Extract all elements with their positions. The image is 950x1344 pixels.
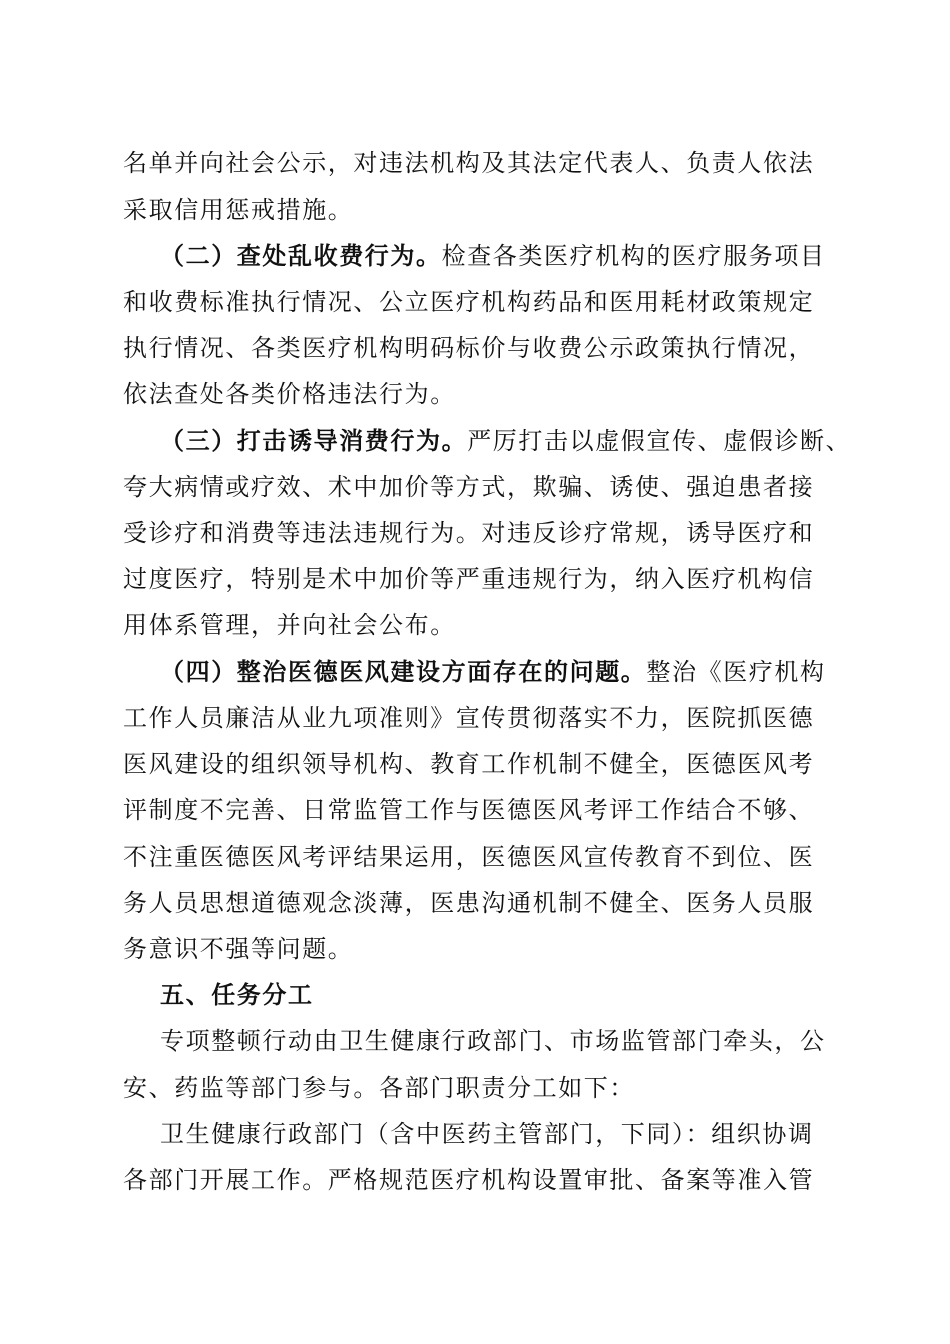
text-line xyxy=(123,883,843,923)
line-text: 卫生健康行政部门（含中医药主管部门，下同）：组织协调 xyxy=(160,1120,814,1148)
section-item-2-line xyxy=(160,236,843,276)
section-heading xyxy=(160,975,843,1015)
line-text: 用体系管理，并向社会公布。 xyxy=(123,611,456,639)
line-text: 工作人员廉洁从业九项准则》宣传贯彻落实不力，医院抓医德 xyxy=(123,704,815,732)
line-text: 采取信用惩戒措施。 xyxy=(123,196,354,224)
line-text: 和收费标准执行情况、公立医疗机构药品和医用耗材政策规定 xyxy=(123,288,815,316)
line-text: 执行情况、各类医疗机构明码标价与收费公示政策执行情况， xyxy=(123,334,815,362)
line-text: 务人员思想道德观念淡薄，医患沟通机制不健全、医务人员服 xyxy=(123,889,815,917)
text-line xyxy=(123,513,843,553)
text-line xyxy=(123,1160,843,1200)
section-item-title: （四）整治医德医风建设方面存在的问题。 xyxy=(160,658,647,686)
text-line xyxy=(123,837,843,877)
line-text: 过度医疗，特别是术中加价等严重违规行为，纳入医疗机构信 xyxy=(123,565,815,593)
text-line xyxy=(123,328,843,368)
text-line xyxy=(123,190,843,230)
line-text: 安、药监等部门参与。各部门职责分工如下： xyxy=(123,1074,635,1102)
text-line xyxy=(123,467,843,507)
text-line xyxy=(123,605,843,645)
text-line xyxy=(123,698,843,738)
section-item-title: （三）打击诱导消费行为。 xyxy=(160,427,468,455)
text-line xyxy=(123,374,843,414)
line-text: 名单并向社会公示，对违法机构及其法定代表人、负责人依法 xyxy=(123,149,815,177)
text-line xyxy=(123,559,843,599)
line-text: 依法查处各类价格违法行为。 xyxy=(123,380,456,408)
section-item-4-line xyxy=(160,652,843,692)
line-text: 夸大病情或疗效、术中加价等方式，欺骗、诱使、强迫患者接 xyxy=(123,473,815,501)
line-text: 医风建设的组织领导机构、教育工作机制不健全，医德医风考 xyxy=(123,750,815,778)
line-text: 整治《医疗机构 xyxy=(646,658,826,686)
line-text: 各部门开展工作。严格规范医疗机构设置审批、备案等准入管 xyxy=(123,1166,815,1194)
text-line xyxy=(123,790,843,830)
text-line xyxy=(123,744,843,784)
line-text: 受诊疗和消费等违法违规行为。对违反诊疗常规，诱导医疗和 xyxy=(123,519,815,547)
text-line xyxy=(123,282,843,322)
text-line xyxy=(123,1068,843,1108)
text-line xyxy=(160,1114,843,1154)
line-text: 不注重医德医风考评结果运用，医德医风宣传教育不到位、医 xyxy=(123,843,815,871)
line-text: 评制度不完善、日常监管工作与医德医风考评工作结合不够、 xyxy=(123,796,815,824)
text-line xyxy=(123,929,843,969)
line-text: 严厉打击以虚假宣传、虚假诊断、 xyxy=(467,427,852,455)
section-item-3-line xyxy=(160,421,852,461)
line-text: 检查各类医疗机构的医疗服务项目 xyxy=(441,242,826,270)
line-text: 务意识不强等问题。 xyxy=(123,935,354,963)
section-item-title: （二）查处乱收费行为。 xyxy=(160,242,442,270)
text-line xyxy=(160,1021,843,1061)
line-text: 专项整顿行动由卫生健康行政部门、市场监管部门牵头，公 xyxy=(160,1027,826,1055)
text-line xyxy=(123,143,843,183)
section-heading-text: 五、任务分工 xyxy=(160,981,314,1009)
